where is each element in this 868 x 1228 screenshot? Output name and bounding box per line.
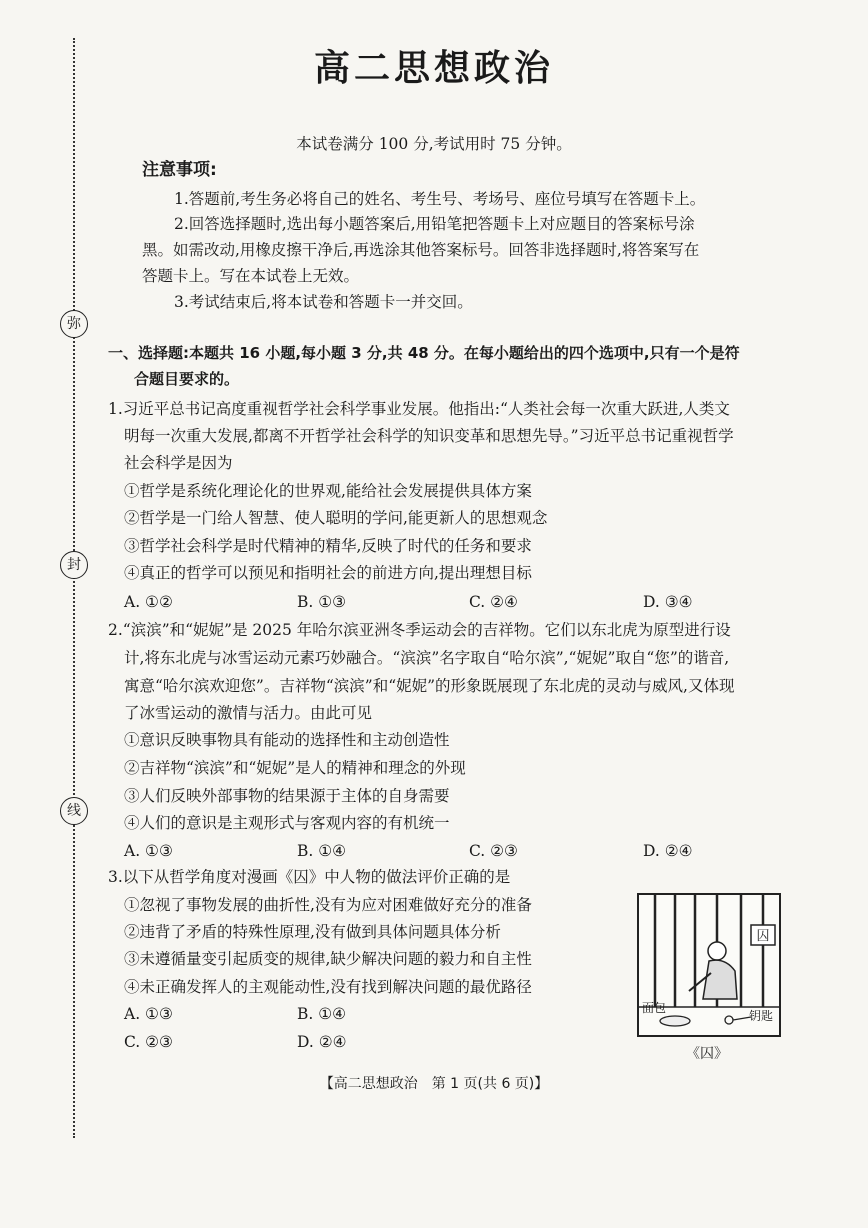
statement: ④人们的意识是主观形式与客观内容的有机统一 [124, 814, 450, 832]
option-d[interactable]: D. ②④ [297, 1033, 347, 1051]
statement: ①意识反映事物具有能动的选择性和主动创造性 [124, 731, 450, 749]
option-a[interactable]: A. ①③ [124, 1005, 173, 1023]
cartoon-prison [637, 893, 781, 1037]
statement: ③哲学社会科学是时代精神的精华,反映了时代的任务和要求 [124, 537, 532, 555]
page-title: 高二思想政治 [313, 48, 554, 89]
option-b[interactable]: B. ①③ [297, 593, 347, 611]
question-stem: 1.习近平总书记高度重视哲学社会科学事业发展。他指出:“人类社会每一次重大跃进,人类文 [108, 400, 730, 418]
binding-mark-xian: 线 [60, 797, 88, 825]
question-stem: 了冰雪运动的激情与活力。由此可见 [124, 704, 373, 722]
binding-mark-mi: 弥 [60, 310, 88, 338]
statement: ③人们反映外部事物的结果源于主体的自身需要 [124, 787, 450, 805]
exam-info: 本试卷满分 100 分,考试用时 75 分钟。 [296, 135, 572, 153]
statement: ②哲学是一门给人智慧、使人聪明的学问,能更新人的思想观念 [124, 509, 548, 527]
question-stem: 明每一次重大发展,都离不开哲学社会科学的知识变革和思想先导。”习近平总书记重视哲学 [124, 427, 734, 445]
cartoon-caption: 《囚》 [686, 1046, 728, 1062]
notice-heading: 注意事项: [142, 160, 217, 180]
statement: ②违背了矛盾的特殊性原理,没有做到具体问题具体分析 [124, 923, 501, 941]
statement: ①忽视了事物发展的曲折性,没有为应对困难做好充分的准备 [124, 896, 532, 914]
statement: ③未遵循量变引起质变的规律,缺少解决问题的毅力和自主性 [124, 950, 532, 968]
option-a[interactable]: A. ①③ [124, 842, 173, 860]
option-d[interactable]: D. ③④ [643, 593, 693, 611]
notice-line: 黑。如需改动,用橡皮擦干净后,再选涂其他答案标号。回答非选择题时,将答案写在 [142, 241, 700, 259]
option-c[interactable]: C. ②④ [469, 593, 518, 611]
option-c[interactable]: C. ②③ [469, 842, 518, 860]
option-b[interactable]: B. ①④ [297, 842, 347, 860]
statement: ①哲学是系统化理论化的世界观,能给社会发展提供具体方案 [124, 482, 532, 500]
question-stem: 3.以下从哲学角度对漫画《囚》中人物的做法评价正确的是 [108, 868, 511, 886]
option-b[interactable]: B. ①④ [297, 1005, 347, 1023]
question-stem: 2.“滨滨”和“妮妮”是 2025 年哈尔滨亚洲冬季运动会的吉祥物。它们以东北虎为原型进行设 [108, 621, 731, 639]
cartoon-label-bread: 面包 [642, 1001, 667, 1015]
notice-line: 1.答题前,考生务必将自己的姓名、考生号、考场号、座位号填写在答题卡上。 [174, 190, 706, 208]
page-footer: 【高二思想政治 第 1 页(共 6 页)】 [319, 1076, 549, 1092]
cartoon-label-key: 钥匙 [749, 1009, 774, 1023]
notice-line: 2.回答选择题时,选出每小题答案后,用铅笔把答题卡上对应题目的答案标号涂 [174, 215, 695, 233]
cartoon-sign-text: 囚 [756, 929, 770, 944]
option-a[interactable]: A. ①② [124, 593, 173, 611]
section-heading: 一、选择题:本题共 16 小题,每小题 3 分,共 48 分。在每小题给出的四个选项中,只有一个是符 [108, 344, 740, 362]
statement: ②吉祥物“滨滨”和“妮妮”是人的精神和理念的外现 [124, 759, 466, 777]
statement: ④未正确发挥人的主观能动性,没有找到解决问题的最优路径 [124, 978, 532, 996]
statement: ④真正的哲学可以预见和指明社会的前进方向,提出理想目标 [124, 564, 532, 582]
notice-line: 3.考试结束后,将本试卷和答题卡一并交回。 [174, 293, 473, 311]
option-c[interactable]: C. ②③ [124, 1033, 173, 1051]
question-stem: 社会科学是因为 [124, 454, 233, 472]
notice-line: 答题卡上。写在本试卷上无效。 [142, 267, 360, 285]
binding-mark-feng: 封 [60, 551, 88, 579]
question-stem: 计,将东北虎与冰雪运动元素巧妙融合。“滨滨”名字取自“哈尔滨”,“妮妮”取自“您”的谐音, [124, 649, 730, 667]
question-stem: 寓意“哈尔滨欢迎您”。吉祥物“滨滨”和“妮妮”的形象既展现了东北虎的灵动与威风,又体现 [124, 677, 735, 695]
section-heading-cont: 合题目要求的。 [134, 370, 240, 388]
option-d[interactable]: D. ②④ [643, 842, 693, 860]
binding-dotted-line [73, 38, 75, 1138]
